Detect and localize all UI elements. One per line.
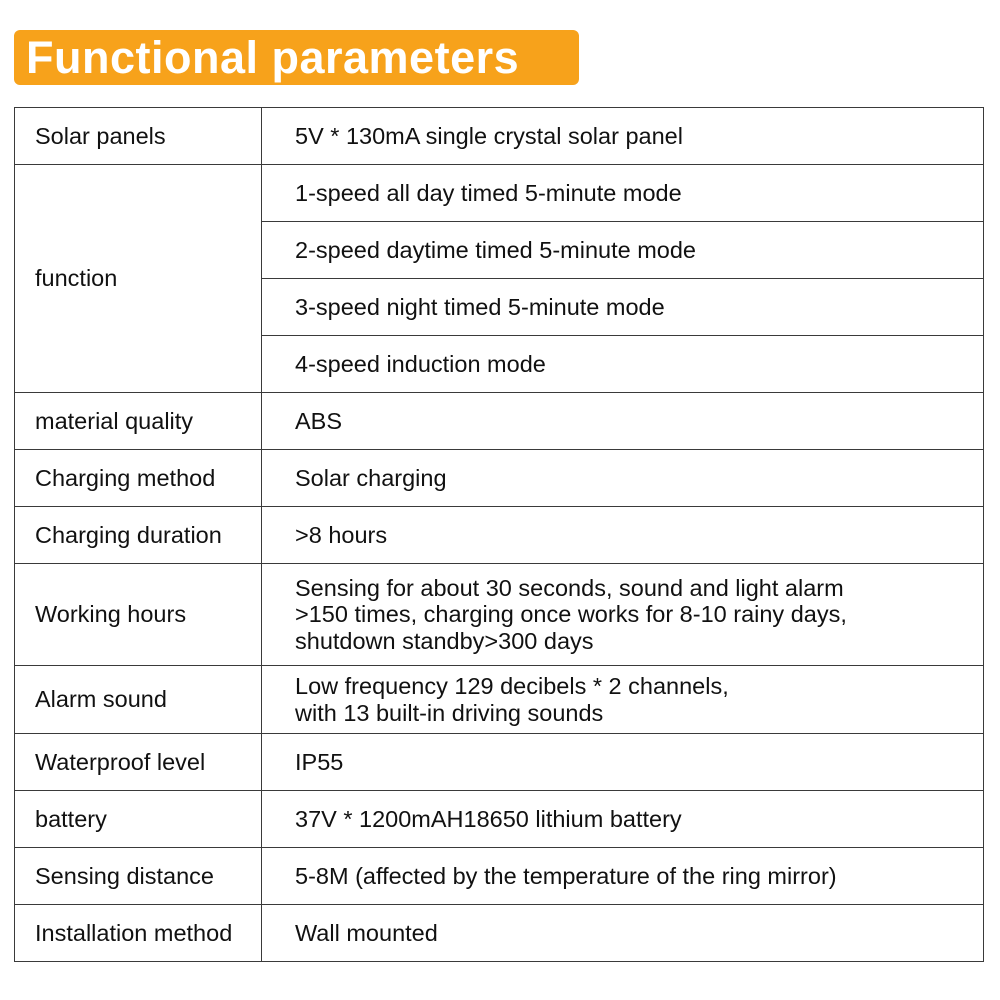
table-row-battery (15, 791, 984, 848)
row-label: Charging duration (15, 507, 262, 564)
table-row-working-hours (15, 564, 984, 666)
row-label: Alarm sound (15, 666, 262, 734)
row-value: 5-8M (affected by the temperature of the ring mirror) (262, 848, 984, 905)
row-value: 3-speed night timed 5-minute mode (262, 279, 984, 336)
row-value: ABS (262, 393, 984, 450)
row-label: Solar panels (15, 108, 262, 165)
row-label: Waterproof level (15, 734, 262, 791)
value-line: with 13 built-in driving sounds (295, 699, 604, 726)
value-line: shutdown standby>300 days (295, 627, 594, 654)
table-row-charging-method (15, 450, 984, 507)
row-label: Installation method (15, 905, 262, 962)
value-line: Low frequency 129 decibels * 2 channels, (295, 672, 729, 699)
row-value: 4-speed induction mode (262, 336, 984, 393)
row-label: function (15, 165, 262, 393)
row-value: 2-speed daytime timed 5-minute mode (262, 222, 984, 279)
row-value: IP55 (262, 734, 984, 791)
row-value: 1-speed all day timed 5-minute mode (262, 165, 984, 222)
title-badge (14, 30, 579, 85)
table-row-waterproof-level (15, 734, 984, 791)
parameters-table (14, 107, 984, 962)
row-value: Wall mounted (262, 905, 984, 962)
row-label: battery (15, 791, 262, 848)
table-row-solar-panels (15, 108, 984, 165)
table-row-function (15, 165, 984, 222)
page-title: Functional parameters (26, 31, 520, 83)
row-label: Working hours (15, 564, 262, 666)
row-value (262, 666, 984, 734)
row-value (262, 564, 984, 666)
row-label: Charging method (15, 450, 262, 507)
row-value: >8 hours (262, 507, 984, 564)
value-line: Sensing for about 30 seconds, sound and light alarm (295, 574, 844, 601)
row-value: 5V * 130mA single crystal solar panel (262, 108, 984, 165)
value-line: >150 times, charging once works for 8-10 rainy days, (295, 601, 847, 628)
row-label: material quality (15, 393, 262, 450)
row-value: 37V * 1200mAH18650 lithium battery (262, 791, 984, 848)
row-value: Solar charging (262, 450, 984, 507)
table-row-alarm-sound (15, 666, 984, 734)
table-row-installation-method (15, 905, 984, 962)
row-label: Sensing distance (15, 848, 262, 905)
table-row-charging-duration (15, 507, 984, 564)
table-row-material-quality (15, 393, 984, 450)
table-row-sensing-distance (15, 848, 984, 905)
